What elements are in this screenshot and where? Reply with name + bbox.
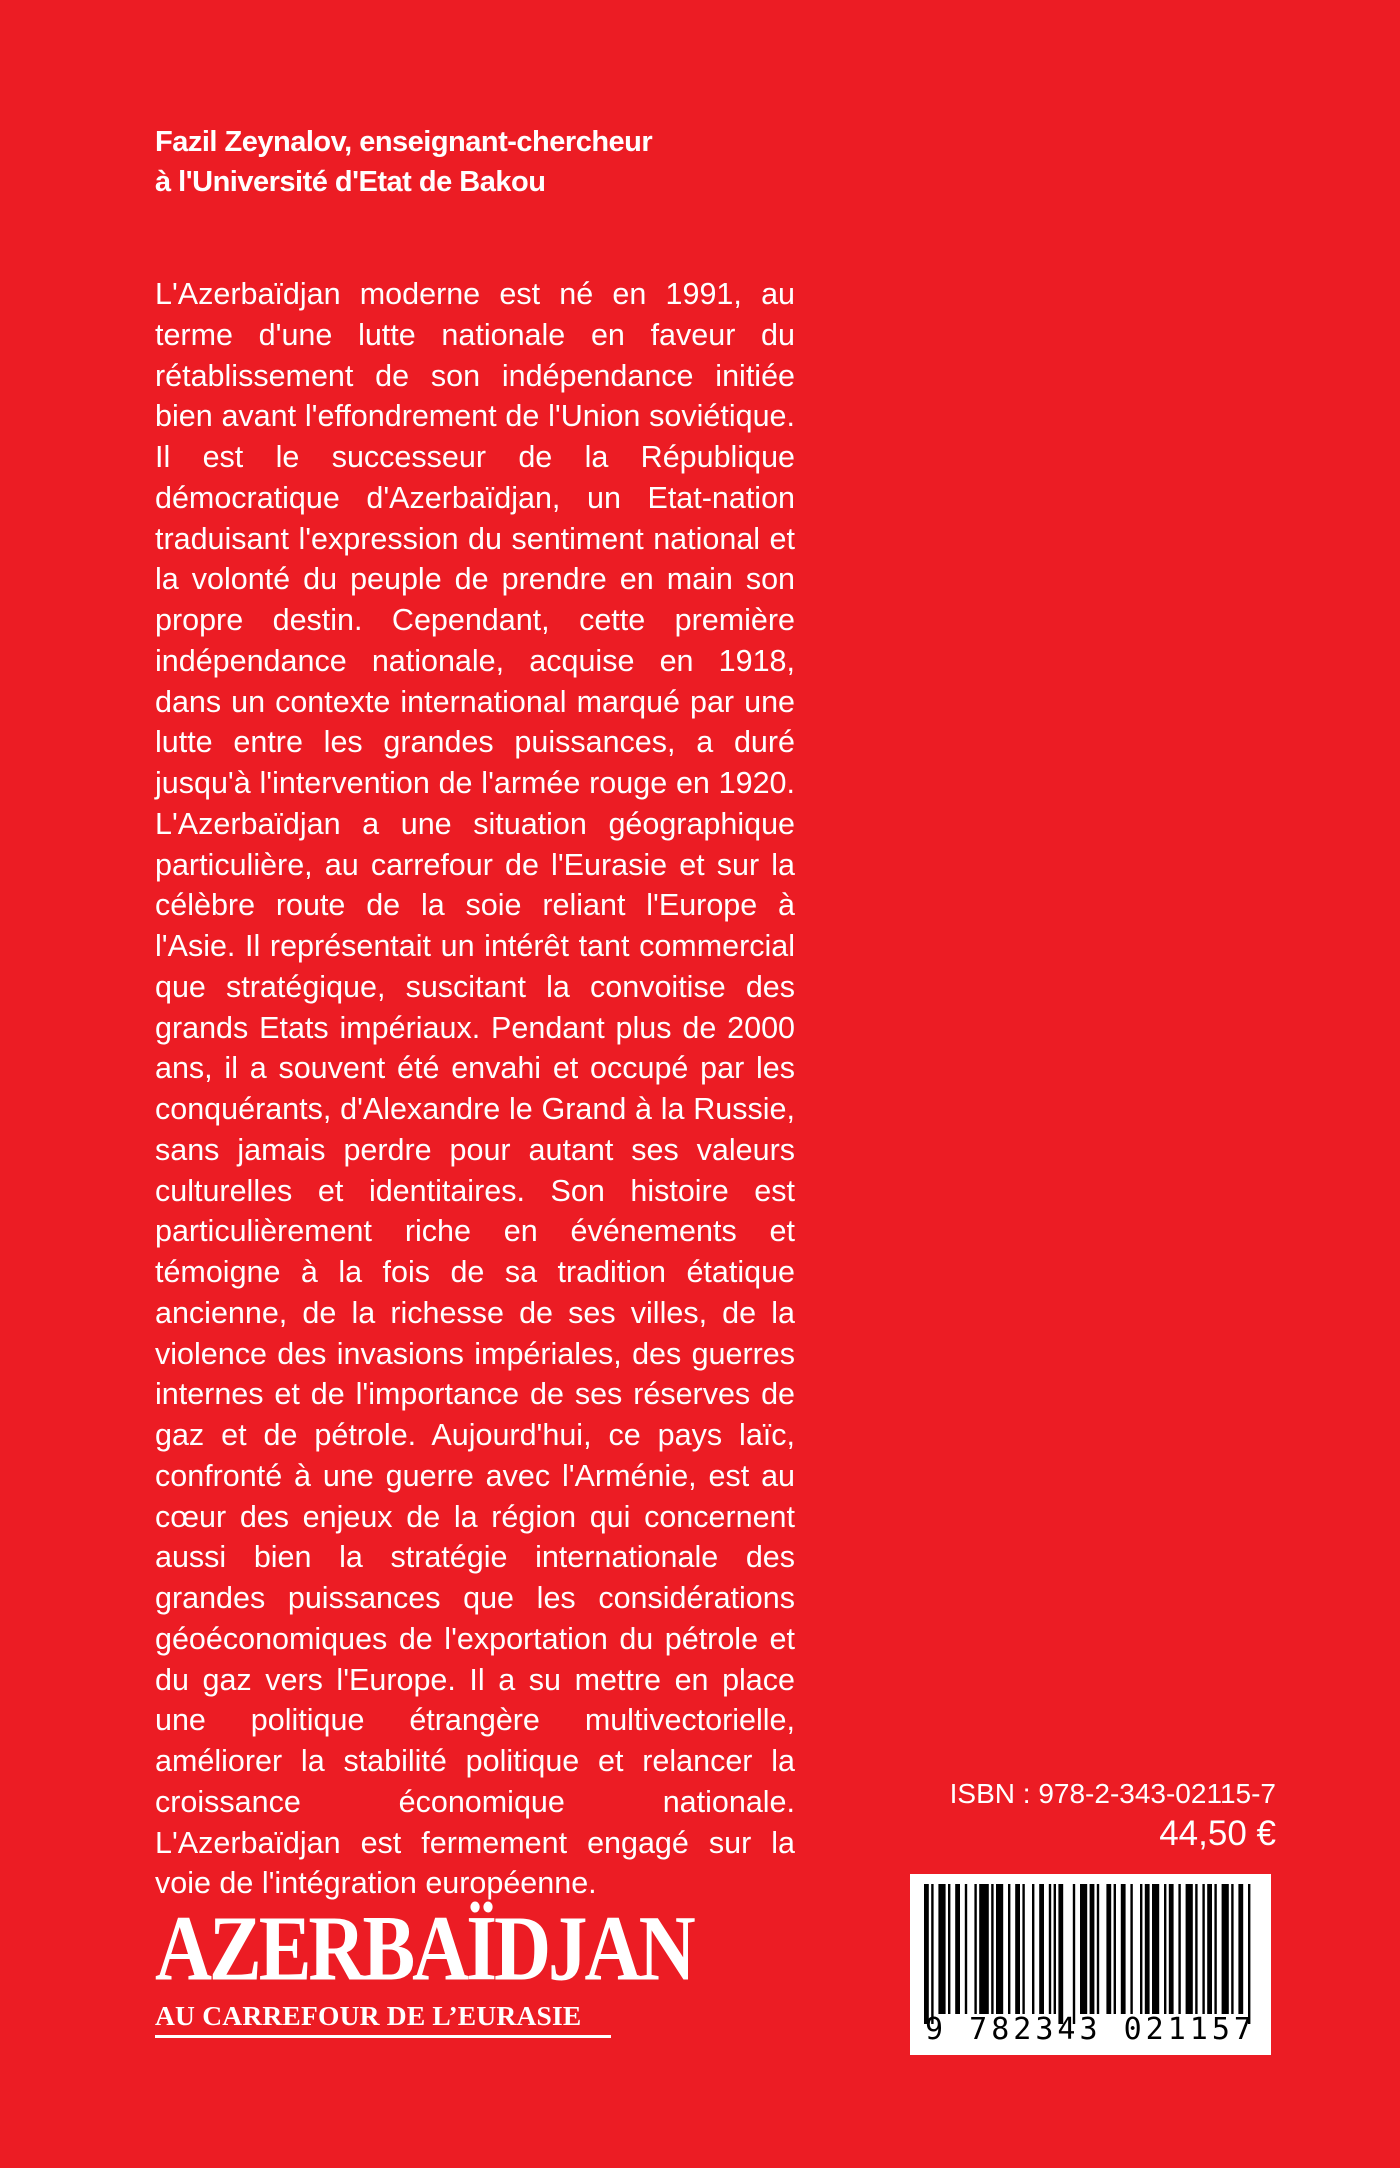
- barcode-bar: [991, 1884, 993, 2014]
- barcode-bar: [1238, 1884, 1243, 2014]
- barcode-bar: [996, 1884, 1003, 2014]
- logo-title: AZERBAÏDJAN: [155, 1897, 693, 2001]
- barcode-bar: [1222, 1884, 1229, 2014]
- blurb-paragraph: L'Azerbaïdjan moderne est né en 1991, au terme d'une lutte nationale en faveur du rétablissement de son indépendance initiée bien avant l'effondrement de l'Union soviétique. Il est le successeur de la République démocratique d'Azerbaïdjan, un Etat-nation traduisant l'expression du sentiment national et la volonté du peuple de prendre en main son propre destin. Cependant, cette première indépendance nationale, acquise en 1918, dans un contexte international marqué par une lutte entre les grandes puissances, a duré jusqu'à l'intervention de l'armée rouge en 1920. L'Azerbaïdjan a une situation géographique particulière, au carrefour de l'Eurasie et sur la célèbre route de la soie reliant l'Europe à l'Asie. Il représentait un intérêt tant commercial que stratégique, suscitant la convoitise des grands Etats impériaux. Pendant plus de 2000 ans, il a souvent été envahi et occupé par les conquérants, d'Alexandre le Grand à la Russie, sans jamais perdre pour autant ses valeurs culturelles et identitaires. Son histoire est particulièrement riche en événements et témoigne à la fois de sa tradition étatique ancienne, de la richesse de ses villes, de la violence des invasions impériales, des guerres internes et de l'importance de ses réserves de gaz et de pétrole. Aujourd'hui, ce pays laïc, confronté à une guerre avec l'Arménie, est au cœur des enjeux de la région qui concernent aussi bien la stratégie internationale des grandes puissances que les considérations géoéconomiques de l'exportation du pétrole et du gaz vers l'Europe. Il a su mettre en place une politique étrangère multivectorielle, améliorer la stabilité politique et relancer la croissance économique nationale. L'Azerbaïdjan est fermement engagé sur la voie de l'intégration européenne.: [155, 277, 795, 1901]
- barcode-bar: [1169, 1884, 1174, 2014]
- barcode-bar: [924, 1884, 929, 2024]
- barcode-bar: [965, 1884, 967, 2014]
- barcode-bar: [1073, 1884, 1075, 2024]
- barcode-bar: [938, 1884, 945, 2014]
- barcode-bar: [1214, 1884, 1216, 2014]
- barcode-bar: [931, 1884, 933, 2024]
- barcode-bar: [1114, 1884, 1116, 2014]
- barcode-digits: 9 782343 021157: [925, 2012, 1256, 2047]
- barcode-bar: [979, 1884, 989, 2014]
- barcode-bar: [1145, 1884, 1150, 2014]
- barcode-bar: [1164, 1884, 1166, 2014]
- author-credit: [155, 122, 855, 202]
- barcode-bar: [1140, 1884, 1142, 2014]
- barcode-bar: [1015, 1884, 1020, 2014]
- barcode-bar: [974, 1884, 976, 2014]
- barcode-bar: [1248, 1884, 1250, 2024]
- barcode: [910, 1874, 1271, 2055]
- logo-subtitle: AU CARREFOUR DE L’EURASIE: [155, 1999, 611, 2038]
- isbn-label: ISBN : 978-2-343-02115-7: [949, 1778, 1276, 1809]
- barcode-bar: [948, 1884, 950, 2014]
- barcode-bar: [1058, 1884, 1063, 2024]
- price-label: 44,50 €: [1159, 1814, 1276, 1853]
- barcode-bar: [1090, 1884, 1095, 2014]
- barcode-bar: [1022, 1884, 1024, 2014]
- barcode-bar: [1178, 1884, 1180, 2014]
- barcode-bar: [1130, 1884, 1132, 2014]
- barcode-bar: [1097, 1884, 1099, 2014]
- author-name-line: Fazil Zeynalov, enseignant-chercheur: [155, 126, 653, 158]
- barcode-bar: [1195, 1884, 1197, 2014]
- barcode-bar: [1032, 1884, 1034, 2014]
- barcode-bar: [1231, 1884, 1233, 2014]
- barcode-bar: [1202, 1884, 1204, 2014]
- barcode-bar: [1008, 1884, 1010, 2014]
- author-affiliation-line: à l'Université d'Etat de Bakou: [155, 166, 546, 198]
- barcode-bar: [1207, 1884, 1212, 2014]
- barcode-bar: [1080, 1884, 1087, 2014]
- barcode-bar: [1186, 1884, 1193, 2014]
- back-cover-blurb: [155, 274, 795, 1904]
- barcode-bar: [1049, 1884, 1051, 2014]
- barcode-bar: [1039, 1884, 1044, 2014]
- publisher-title-logo: [155, 1897, 693, 2038]
- barcode-bar: [1106, 1884, 1111, 2014]
- barcode-bar: [1121, 1884, 1126, 2014]
- barcode-bar: [955, 1884, 960, 2014]
- barcode-bar: [1152, 1884, 1159, 2014]
- barcode-bar: [1054, 1884, 1056, 2014]
